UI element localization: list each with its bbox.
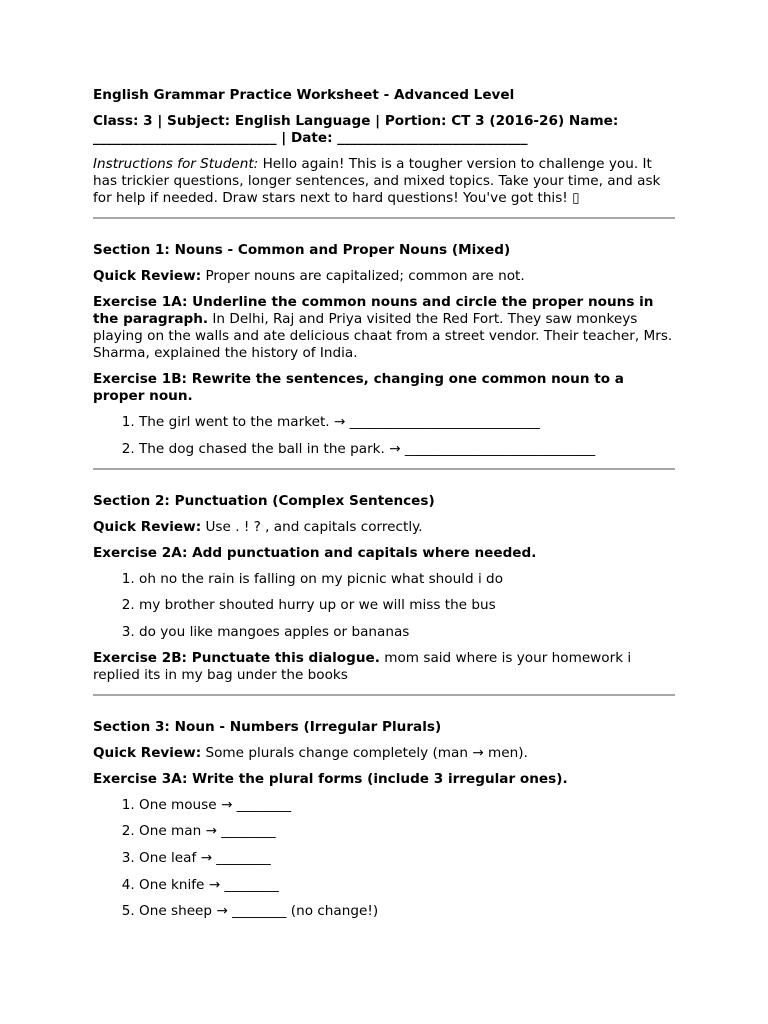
exercise-1b-list: [93, 414, 675, 458]
list-item: 2. The dog chased the ball in the park. → ____________________________: [139, 441, 675, 458]
list-item: 2. my brother shouted hurry up or we will miss the bus: [139, 597, 675, 614]
section-2-title: Section 2: Punctuation (Complex Sentences): [93, 492, 435, 509]
worksheet-page: [93, 79, 675, 920]
exercise-2a: [93, 545, 675, 562]
review-text: Use . ! ? , and capitals correctly.: [201, 518, 423, 535]
review-text: Some plurals change completely (man → men).: [201, 744, 528, 761]
instructions-body: Hello again! This is a tougher version to challenge you. It has trickier questions, longer sentences, and mixed topics. Take your time, and ask for help if needed. Draw stars next to hard questions! You've got this! ▯: [93, 156, 661, 206]
exercise-3a: [93, 771, 675, 788]
review-text: Proper nouns are capitalized; common are not.: [201, 268, 525, 284]
section-3-review: [93, 745, 675, 762]
section-1-title: Section 1: Nouns - Common and Proper Nouns (Mixed): [93, 242, 511, 258]
exercise-3a-list: [93, 797, 675, 920]
exercise-2b-label: Exercise 2B: Punctuate this dialogue.: [93, 649, 380, 666]
section-divider: [93, 468, 675, 470]
instructions: [93, 156, 675, 207]
exercise-1b-label: Exercise 1B: Rewrite the sentences, changing one common noun to a proper noun.: [93, 371, 624, 404]
list-item: 4. One knife → ________: [139, 877, 675, 894]
list-item: 1. The girl went to the market. → ____________________________: [139, 414, 675, 431]
list-item: 1. One mouse → ________: [139, 797, 675, 814]
list-item: 5. One sheep → ________ (no change!): [139, 903, 675, 920]
list-item: 1. oh no the rain is falling on my picnic what should i do: [139, 571, 675, 588]
section-divider: [93, 694, 675, 696]
exercise-2a-label: Exercise 2A: Add punctuation and capitals where needed.: [93, 544, 537, 561]
exercise-2a-list: [93, 571, 675, 641]
review-label: Quick Review:: [93, 744, 202, 761]
review-label: Quick Review:: [93, 518, 202, 535]
exercise-2b: [93, 650, 675, 684]
exercise-3a-label: Exercise 3A: Write the plural forms (include 3 irregular ones).: [93, 770, 568, 787]
exercise-1a-label: Exercise 1A: Underline the common nouns and circle the proper nouns in the paragraph.: [93, 294, 654, 327]
section-divider: [93, 217, 675, 219]
exercise-1b: [93, 371, 675, 405]
review-label: Quick Review:: [93, 268, 202, 284]
class-info-line: Class: 3 | Subject: English Language | Portion: CT 3 (2016-26) Name: ___________________________ | Date: ____________________________: [93, 113, 619, 146]
list-item: 2. One man → ________: [139, 823, 675, 840]
exercise-1a: [93, 294, 675, 362]
list-item: 3. One leaf → ________: [139, 850, 675, 867]
section-2-review: [93, 519, 675, 536]
list-item: 3. do you like mangoes apples or bananas: [139, 624, 675, 641]
section-3-title: Section 3: Noun - Numbers (Irregular Plurals): [93, 718, 442, 735]
section-1-review: [93, 268, 675, 285]
worksheet-title: English Grammar Practice Worksheet - Advanced Level: [93, 87, 515, 103]
exercise-2b-text: mom said where is your homework i replied its in my bag under the books: [93, 649, 632, 683]
instructions-lead: Instructions for Student:: [93, 156, 259, 172]
exercise-1a-text: In Delhi, Raj and Priya visited the Red Fort. They saw monkeys playing on the walls and ate delicious chaat from a street vendor. Their teacher, Mrs. Sharma, explained the history of India.: [93, 311, 673, 361]
